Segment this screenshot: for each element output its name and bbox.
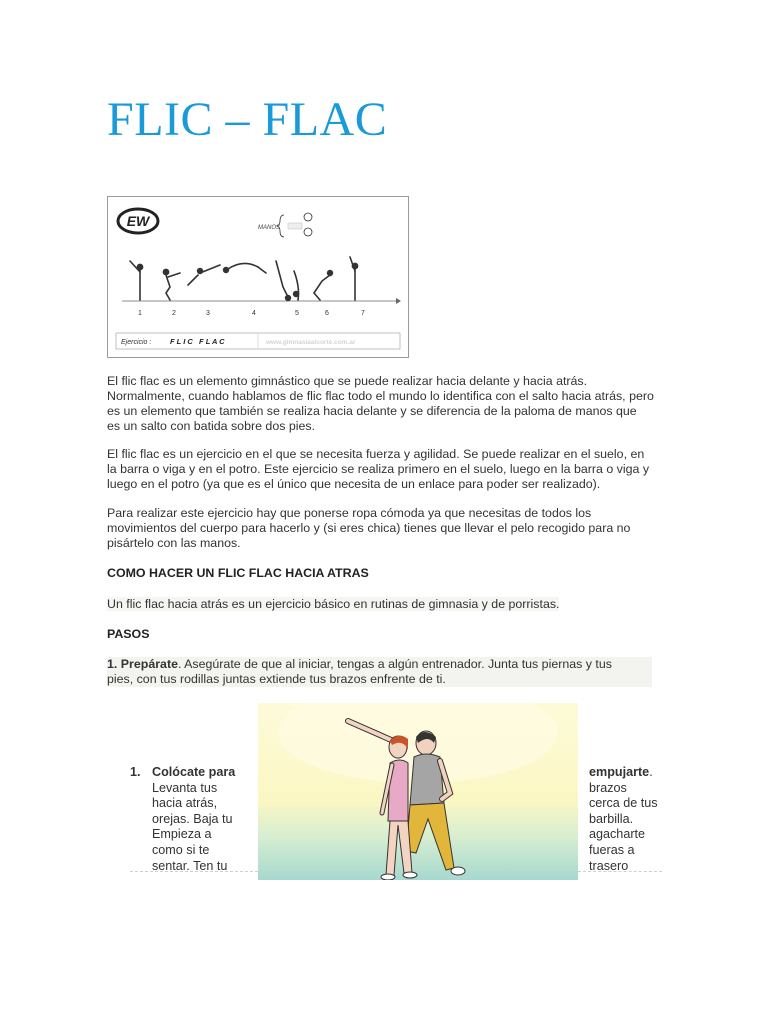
illustration-photo bbox=[258, 703, 578, 880]
hand-tag-icon bbox=[288, 223, 302, 229]
arrow-icon bbox=[396, 298, 401, 304]
paragraph-2: El flic flac es un ejercicio en el que se necesita fuerza y agilidad. Se puede realizar en el suelo, en la barra o viga y en el potro. Este ejercicio se realiza primero en el suelo, luego en la barra o viga y luego en el potro (ya que es el único que necesita de un enlace para poder ser realizado). bbox=[107, 447, 650, 491]
step-number: 1. bbox=[130, 765, 141, 779]
page-title: FLIC – FLAC bbox=[107, 93, 388, 146]
steps-heading: PASOS bbox=[107, 627, 150, 641]
step-number: 3 bbox=[206, 310, 210, 317]
hand-icon bbox=[304, 213, 312, 221]
step-1: 1. Prepárate. Asegúrate de que al iniciar, tengas a algún entrenador. Junta tus piernas y tus pies, con tus rodillas juntas extiende tus brazos enfrente de ti. bbox=[107, 657, 652, 687]
manos-label: MANOS bbox=[258, 225, 281, 231]
step-number: 7 bbox=[361, 310, 365, 317]
step-number: 1. bbox=[107, 657, 118, 671]
step-number: 2 bbox=[172, 310, 176, 317]
divider bbox=[130, 871, 258, 872]
step-number: 1 bbox=[138, 310, 142, 317]
paragraph-3: Para realizar este ejercicio hay que ponerse ropa cómoda ya que necesitas de todos los movimientos del cuerpo para hacerlo y (si eres chica) tienes que llevar el pelo recogido para no pisártelo con las manos. bbox=[107, 506, 631, 550]
flic-flac-diagram bbox=[107, 196, 409, 358]
step-title: Prepárate bbox=[120, 657, 178, 671]
hand-icon bbox=[304, 228, 312, 236]
exercise-name: F L I C F L A C bbox=[170, 337, 225, 346]
divider bbox=[578, 871, 662, 872]
paragraph-1: El flic flac es un elemento gimnástico que se puede realizar hacia delante y hacia atrás. Normalmente, cuando hablamos de flic flac todo el mundo lo identifica con el salto hacia atrás, pero es un elemento que también se realiza hacia delante y se diferencia de la paloma de manos que es un salto con batida sobre dos pies. bbox=[107, 374, 654, 433]
gymnast-figures bbox=[130, 257, 358, 300]
website-text: www.gimnasiaalcorte.com.ar bbox=[266, 339, 356, 346]
ew-logo bbox=[118, 209, 158, 233]
step-number: 4 bbox=[252, 310, 256, 317]
section-heading: COMO HACER UN FLIC FLAC HACIA ATRAS bbox=[107, 566, 369, 580]
step-number: 5 bbox=[295, 310, 299, 317]
exercise-label: Ejercicio : bbox=[121, 339, 152, 346]
step-number: 6 bbox=[325, 310, 329, 317]
logo-text: EW bbox=[126, 213, 150, 229]
step-2-right: empujarte. brazos cerca de tus barbilla. agacharte fueras a trasero bbox=[589, 765, 658, 873]
step-title: empujarte bbox=[589, 765, 650, 779]
step-title: Colócate para bbox=[152, 765, 236, 779]
intro-line: Un flic flac hacia atrás es un ejercicio básico en rutinas de gimnasia y de porristas. bbox=[107, 597, 560, 611]
